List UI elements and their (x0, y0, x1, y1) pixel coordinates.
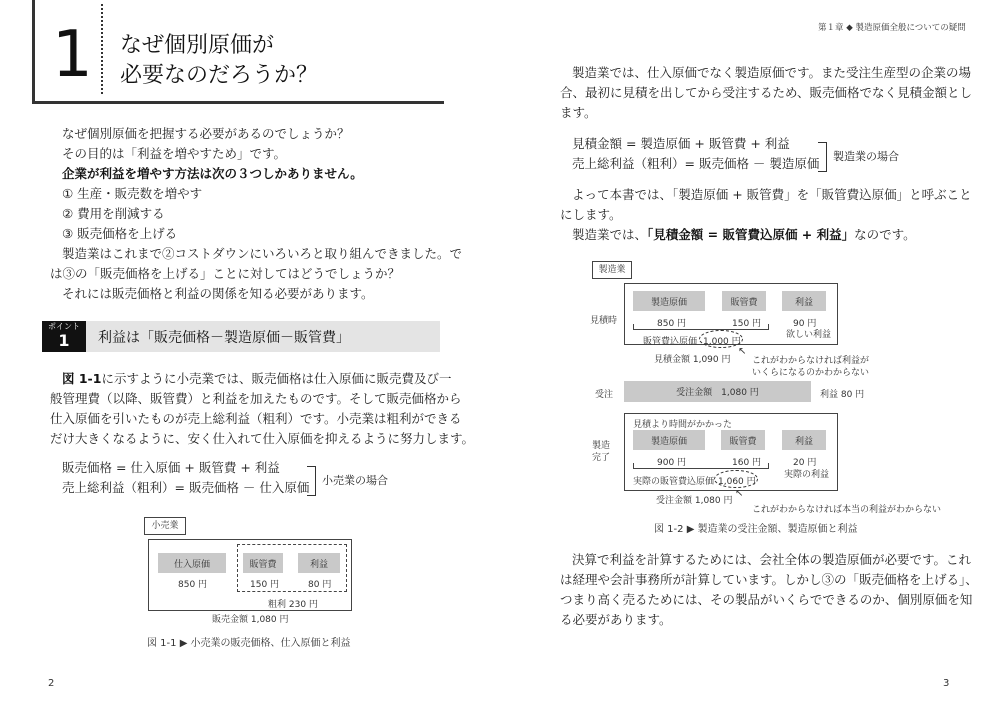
complete-note: 見積より時間がかかった (633, 420, 733, 430)
arrow-icon: ↖ (738, 346, 747, 357)
point-badge (42, 321, 86, 352)
text-line: に示すように小売業では、販売価格は仕入原価に販売費及び一 (101, 371, 452, 386)
chapter-number: 1 (52, 18, 93, 92)
paragraph (560, 550, 978, 630)
text-span: 製造業では、 (572, 227, 648, 242)
profit-note: 実際の利益 (784, 470, 830, 480)
dotted-divider (101, 4, 103, 94)
cost-value: 850 円 (178, 580, 208, 590)
annotation (752, 355, 869, 379)
order-amount: 受注金額 1,080 円 (656, 496, 733, 506)
formula: 売上総利益（粗利）= 販売価格 － 仕入原価 (62, 480, 310, 495)
text-line (560, 225, 972, 245)
figure-reference: 図 1-1 (62, 371, 102, 386)
text-line: にします。 (560, 207, 622, 222)
figure-caption: 図 1-2 ▶ 製造業の受注金額、製造原価と利益 (654, 524, 858, 535)
sga-value: 160 円 (732, 458, 762, 468)
profit-value: 80 円 (308, 580, 332, 590)
cost-label: 販管費込原価 (643, 337, 698, 347)
chapter-title-line1: なぜ個別原価が (120, 33, 275, 58)
retail-paragraph (50, 369, 474, 449)
mfg-cost-box: 製造原価 (633, 430, 705, 450)
formula-note: 製造業の場合 (833, 150, 899, 163)
formula-brace (818, 142, 827, 172)
text-line: 企業が利益を増やす方法は次の３つしかありません。 (62, 166, 363, 181)
list-item: ③ 販売価格を上げる (62, 226, 178, 241)
paragraph (560, 185, 972, 245)
profit-value: 90 円 (793, 319, 817, 329)
cost-value: 1,060 円 (718, 477, 756, 487)
text-line: ます。 (560, 105, 597, 120)
stage-line: 製造 (592, 441, 611, 451)
text-line: よって本書では、「製造原価 + 販管費」を「販管費込原価」と呼ぶこと (572, 187, 972, 202)
text-line: 合、最初に見積を出してから受注するため、販売価格でなく見積金額とし (560, 85, 973, 100)
sga-box: 販管費 (722, 291, 766, 311)
formula: 販売価格 = 仕入原価 + 販管費 + 利益 (62, 460, 280, 475)
text-line: なぜ個別原価を把握する必要があるのでしょうか？ (62, 126, 350, 141)
text-line: その目的は「利益を増やすため」です。 (62, 146, 287, 161)
text-line: 製造業では、仕入原価でなく製造原価です。また受注生産型の企業の場 (572, 65, 972, 80)
manufacturing-formulas (572, 134, 819, 174)
text-line: は経理や会計事務所が計算しています。しかし③の「販売価格を上げる」、 (560, 572, 978, 587)
mfg-cost-value: 850 円 (657, 319, 687, 329)
profit-box: 利益 (298, 553, 340, 573)
text-span: なのです。 (854, 227, 916, 242)
sga-box: 販管費 (243, 553, 283, 573)
list-item: ① 生産・販売数を増やす (62, 186, 203, 201)
mfg-cost-box: 製造原価 (633, 291, 705, 311)
figure-label: 小売業 (144, 517, 186, 535)
paragraph (560, 63, 972, 123)
page-number: 2 (48, 678, 55, 689)
figure-label: 製造業 (592, 261, 632, 279)
figure-caption: 図 1-1 ▶ 小売業の販売価格、仕入原価と利益 (147, 638, 351, 649)
annotation-line: いくらになるのかわからない (752, 368, 870, 378)
text-line: る必要があります。 (560, 612, 672, 627)
stage-estimate: 見積時 (590, 316, 618, 326)
profit-note: 欲しい利益 (786, 330, 832, 340)
order-profit: 利益 80 円 (820, 390, 865, 400)
cost-label: 実際の販管費込原価 (633, 477, 715, 487)
text-line: つまり高く売るためには、その製品がいくらでできるのか、個別原価を知 (560, 592, 973, 607)
text-line: は③の「販売価格を上げる」ことに対してはどうでしょうか？ (50, 266, 401, 281)
point-title: 利益は「販売価格－製造原価－販管費」 (98, 330, 350, 346)
text-line: 般管理費（以降、販管費）と利益を加えたものです。そして販売価格から (50, 391, 462, 406)
profit-box: 利益 (782, 430, 826, 450)
intro-text (50, 124, 463, 304)
running-header: 第１章 ◆ 製造原価全般についての疑問 (818, 23, 966, 33)
cost-bracket (633, 324, 769, 330)
cost-box: 仕入原価 (158, 553, 226, 573)
sga-box: 販管費 (721, 430, 765, 450)
mfg-cost-value: 900 円 (657, 458, 687, 468)
text-line: 製造業はこれまで②コストダウンにいろいろと取り組んできました。で (62, 246, 463, 261)
estimate-amount: 見積金額 1,090 円 (654, 355, 731, 365)
stage-order: 受注 (595, 390, 614, 400)
text-line: だけ大きくなるように、安く仕入れて仕入原価を抑えるように努力します。 (50, 431, 475, 446)
stage-complete (592, 440, 610, 464)
chapter-title-line2: 必要なのだろうか？ (120, 63, 319, 88)
point-badge-label: ポイント (48, 322, 80, 331)
gross-profit: 粗利 230 円 (268, 600, 318, 610)
formula: 売上総利益（粗利）= 販売価格 － 製造原価 (572, 156, 820, 171)
point-badge-number: 1 (58, 331, 70, 350)
formula-brace (307, 466, 316, 496)
order-amount-bar: 受注金額 1,080 円 (624, 381, 811, 402)
sga-value: 150 円 (732, 319, 762, 329)
text-line: 仕入原価を引いたものが売上総利益（粗利）です。小売業は粗利ができる (50, 411, 462, 426)
annotation-line: これがわからなければ利益が (752, 356, 870, 366)
formula: 見積金額 = 製造原価 + 販管費 + 利益 (572, 136, 790, 151)
text-line: 決算で利益を計算するためには、会社全体の製造原価が必要です。これ (572, 552, 972, 567)
profit-value: 20 円 (793, 458, 817, 468)
cost-bracket (633, 463, 769, 469)
emphasis-text: 「見積金額 = 販管費込原価 + 利益」 (647, 227, 855, 242)
profit-box: 利益 (782, 291, 826, 311)
sga-value: 150 円 (250, 580, 280, 590)
annotation: これがわからなければ本当の利益がわからない (752, 505, 942, 515)
stage-line: 完了 (592, 453, 611, 463)
list-item: ② 費用を削減する (62, 206, 165, 221)
page-number: 3 (943, 678, 950, 689)
retail-formulas (62, 458, 309, 498)
point-banner (42, 321, 440, 352)
formula-note: 小売業の場合 (322, 474, 388, 487)
cost-value: 1,000 円 (703, 337, 741, 347)
arrow-icon: ↖ (735, 488, 744, 499)
text-line: それには販売価格と利益の関係を知る必要があります。 (62, 286, 374, 301)
sales-amount: 販売金額 1,080 円 (212, 615, 289, 625)
